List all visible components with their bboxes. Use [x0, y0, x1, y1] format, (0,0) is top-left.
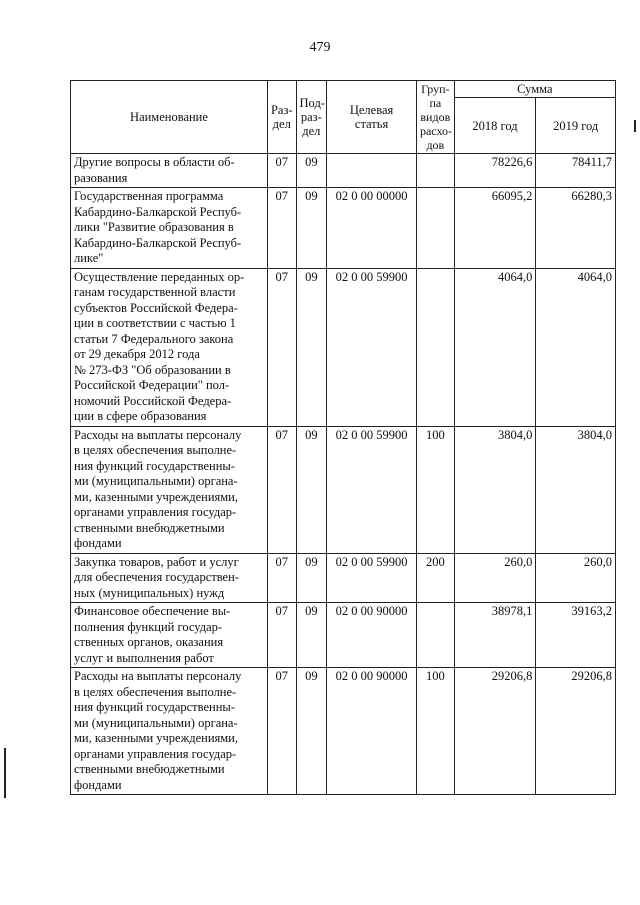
cell-podrazdel: 09	[296, 553, 327, 603]
cell-name: Расходы на выплаты персоналу в целях обеспечения выполне- ния функций государственны- ми (муниципальными) органа- ми, казенными учреждениями, органами управления государ- ственными внебюджетными фондами	[71, 426, 268, 553]
header-gruppa-vidov: Груп- па видов расхо- дов	[416, 81, 454, 154]
cell-name: Расходы на выплаты персоналу в целях обеспечения выполне- ния функций государственны- ми (муниципальными) органа- ми, казенными учреждениями, органами управления государ- ственными внебюджетными фондами	[71, 668, 268, 795]
table-row	[71, 553, 616, 603]
cell-celevaya-statya: 02 0 00 59900	[327, 553, 417, 603]
table-row	[71, 268, 616, 426]
table-row	[71, 603, 616, 668]
cell-razdel: 07	[267, 188, 296, 269]
cell-celevaya-statya: 02 0 00 59900	[327, 426, 417, 553]
cell-sum-2019: 260,0	[536, 553, 616, 603]
cell-razdel: 07	[267, 426, 296, 553]
cell-sum-2018: 66095,2	[454, 188, 536, 269]
cell-podrazdel: 09	[296, 268, 327, 426]
cell-razdel: 07	[267, 268, 296, 426]
cell-celevaya-statya: 02 0 00 90000	[327, 603, 417, 668]
cell-gruppa-vidov	[416, 188, 454, 269]
cell-podrazdel: 09	[296, 154, 327, 188]
header-year-2019: 2019 год	[536, 98, 616, 154]
cell-gruppa-vidov: 100	[416, 426, 454, 553]
cell-podrazdel: 09	[296, 426, 327, 553]
cell-sum-2019: 29206,8	[536, 668, 616, 795]
header-name: Наименование	[71, 81, 268, 154]
table-row	[71, 188, 616, 269]
cell-podrazdel: 09	[296, 668, 327, 795]
cell-sum-2019: 39163,2	[536, 603, 616, 668]
cell-sum-2019: 78411,7	[536, 154, 616, 188]
cell-gruppa-vidov: 100	[416, 668, 454, 795]
header-podrazdel: Под- раз- дел	[296, 81, 327, 154]
cell-gruppa-vidov	[416, 154, 454, 188]
header-celevaya-statya: Целевая статья	[327, 81, 417, 154]
cell-razdel: 07	[267, 668, 296, 795]
cell-celevaya-statya	[327, 154, 417, 188]
table-row	[71, 668, 616, 795]
table-body	[71, 154, 616, 795]
page-number: 479	[309, 40, 331, 55]
scan-edge-mark	[4, 748, 6, 798]
cell-sum-2019: 66280,3	[536, 188, 616, 269]
cell-sum-2018: 78226,6	[454, 154, 536, 188]
cell-name: Осуществление переданных ор- ганам государственной власти субъектов Российской Федера- ции в соответствии с частью 1 статьи 7 Федерального закона от 29 декабря 2012 года № 273-ФЗ "Об образовании в Российской Федерации" пол- номочий Российской Федера- ции в сфере образования	[71, 268, 268, 426]
cell-name: Другие вопросы в области об- разования	[71, 154, 268, 188]
header-year-2018: 2018 год	[454, 98, 536, 154]
table-row	[71, 426, 616, 553]
cell-sum-2018: 38978,1	[454, 603, 536, 668]
cell-sum-2019: 4064,0	[536, 268, 616, 426]
cell-celevaya-statya: 02 0 00 59900	[327, 268, 417, 426]
cell-podrazdel: 09	[296, 603, 327, 668]
cell-sum-2019: 3804,0	[536, 426, 616, 553]
cell-sum-2018: 3804,0	[454, 426, 536, 553]
cell-sum-2018: 260,0	[454, 553, 536, 603]
scan-edge-mark	[634, 120, 636, 132]
cell-gruppa-vidov	[416, 603, 454, 668]
cell-name: Государственная программа Кабардино-Балкарской Респуб- лики "Развитие образования в Кабардино-Балкарской Респуб- лике"	[71, 188, 268, 269]
cell-celevaya-statya: 02 0 00 90000	[327, 668, 417, 795]
cell-name: Закупка товаров, работ и услуг для обеспечения государствен- ных (муниципальных) нужд	[71, 553, 268, 603]
budget-table	[70, 80, 616, 795]
cell-name: Финансовое обеспечение вы- полнения функций государ- ственных органов, оказания услуг и выполнения работ	[71, 603, 268, 668]
header-summa: Сумма	[454, 81, 615, 98]
table-header	[71, 81, 616, 154]
cell-sum-2018: 4064,0	[454, 268, 536, 426]
cell-gruppa-vidov: 200	[416, 553, 454, 603]
table-row	[71, 154, 616, 188]
cell-podrazdel: 09	[296, 188, 327, 269]
cell-gruppa-vidov	[416, 268, 454, 426]
cell-celevaya-statya: 02 0 00 00000	[327, 188, 417, 269]
cell-razdel: 07	[267, 553, 296, 603]
header-razdel: Раз- дел	[267, 81, 296, 154]
cell-sum-2018: 29206,8	[454, 668, 536, 795]
cell-razdel: 07	[267, 603, 296, 668]
cell-razdel: 07	[267, 154, 296, 188]
